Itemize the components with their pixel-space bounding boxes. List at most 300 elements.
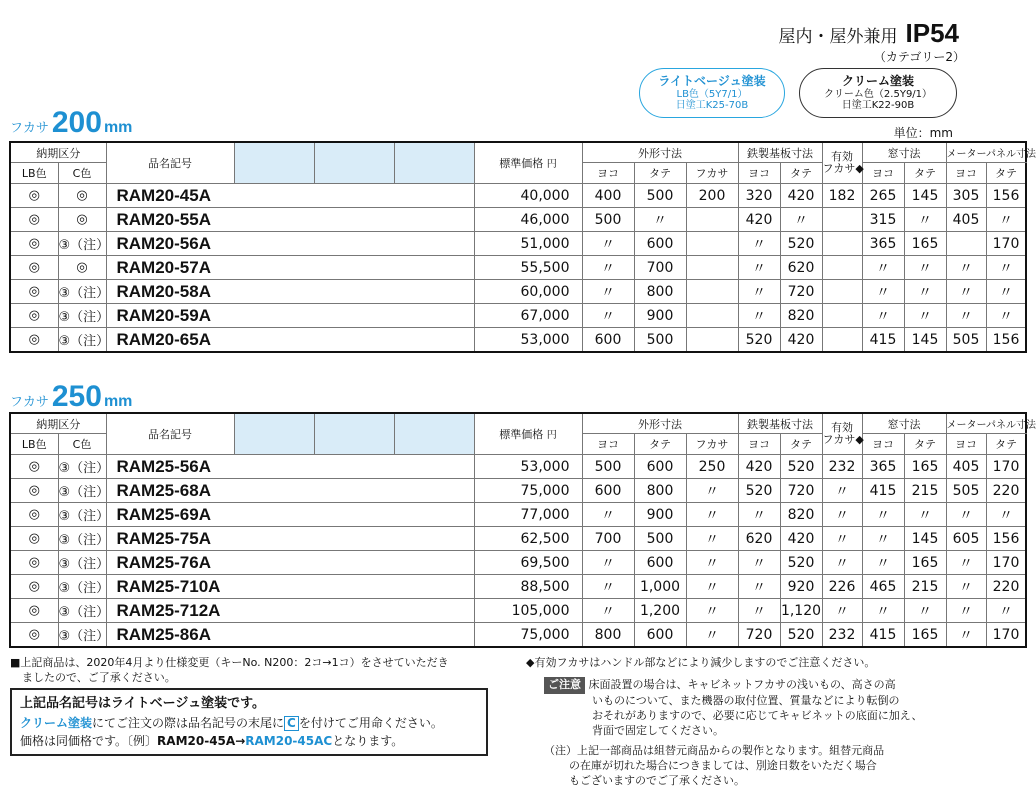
model-code: RAM25-69A — [106, 503, 474, 527]
outer-dim-header: 外形寸法 — [582, 142, 738, 163]
price: 53,000 — [474, 328, 582, 353]
lb-delivery: ◎ — [10, 304, 58, 328]
effective-depth: 226 — [822, 575, 862, 599]
model-code: RAM25-710A — [106, 575, 474, 599]
effective-depth: 〃 — [822, 479, 862, 503]
plate-yoko: 520 — [738, 328, 780, 353]
meter-yoko: 605 — [946, 527, 986, 551]
fukasa-col — [686, 232, 738, 256]
color-order-info-box — [10, 688, 488, 756]
unit-label: 単位：mm — [893, 126, 953, 140]
blank-header — [314, 142, 394, 184]
window-tate: 〃 — [904, 599, 946, 623]
window-tate: 145 — [904, 328, 946, 353]
delivery-header: 納期区分 — [10, 413, 106, 434]
c-color-header: C色 — [58, 163, 106, 184]
window-yoko: 〃 — [862, 551, 904, 575]
plate-yoko: 〃 — [738, 551, 780, 575]
effective-depth: 〃 — [822, 551, 862, 575]
cream-color-badge — [799, 68, 957, 118]
fukasa-col: 250 — [686, 455, 738, 479]
effective-depth — [822, 208, 862, 232]
effective-depth — [822, 328, 862, 353]
fukasa-col: 〃 — [686, 575, 738, 599]
meter-tate: 〃 — [986, 208, 1026, 232]
c-delivery: ③（注） — [58, 455, 106, 479]
plate-yoko: 〃 — [738, 256, 780, 280]
section-depth: 200 — [51, 106, 102, 139]
window-tate: 〃 — [904, 304, 946, 328]
box-line3a: 価格は同価格です。〔例〕 — [20, 733, 158, 748]
caution-label: ご注意 — [544, 677, 585, 694]
custom-order-note — [544, 744, 964, 789]
table-row — [10, 503, 1026, 527]
model-code: RAM20-57A — [106, 256, 474, 280]
window-tate: 165 — [904, 455, 946, 479]
yoko-col: 〃 — [582, 232, 634, 256]
effective-depth: 〃 — [822, 599, 862, 623]
tate-header: タテ — [780, 434, 822, 455]
model-header: 品名記号 — [106, 413, 234, 455]
lb-delivery: ◎ — [10, 232, 58, 256]
cream-badge-title: クリーム塗装 — [841, 74, 914, 88]
c-suffix-mark: C — [284, 716, 299, 731]
plate-tate: 420 — [780, 527, 822, 551]
window-tate: 215 — [904, 575, 946, 599]
price-header — [474, 413, 582, 455]
cream-badge-line1: クリーム色（2.5Y9/1） — [823, 88, 933, 100]
lb-delivery: ◎ — [10, 455, 58, 479]
price: 55,500 — [474, 256, 582, 280]
yoko-header: ヨコ — [582, 163, 634, 184]
meter-yoko: 〃 — [946, 503, 986, 527]
yen-label: 円 — [546, 159, 557, 170]
effective-depth: 〃 — [822, 503, 862, 527]
meter-tate: 170 — [986, 232, 1026, 256]
lb-color-badge — [639, 68, 785, 118]
lb-delivery: ◎ — [10, 527, 58, 551]
plate-tate: 820 — [780, 304, 822, 328]
blank-header — [234, 413, 314, 455]
c-delivery: ③（注） — [58, 232, 106, 256]
tate-header: タテ — [986, 163, 1026, 184]
outer-dim-header: 外形寸法 — [582, 413, 738, 434]
plate-yoko: 420 — [738, 455, 780, 479]
effective-label-2: フカサ◆ — [822, 162, 864, 175]
meter-yoko — [946, 232, 986, 256]
yoko-header: ヨコ — [738, 434, 780, 455]
meter-tate: 156 — [986, 527, 1026, 551]
meter-tate: 220 — [986, 575, 1026, 599]
window-yoko: 〃 — [862, 527, 904, 551]
effective-depth: 182 — [822, 184, 862, 208]
window-dim-header: 窓寸法 — [862, 413, 946, 434]
blank-header — [314, 413, 394, 455]
plate-tate: 820 — [780, 503, 822, 527]
box-title: 上記品名記号はライトベージュ塗装です。 — [20, 696, 266, 711]
window-tate: 〃 — [904, 280, 946, 304]
tate-header: タテ — [986, 434, 1026, 455]
yoko-col: 〃 — [582, 503, 634, 527]
yoko-col: 500 — [582, 208, 634, 232]
fukasa-col — [686, 256, 738, 280]
model-code: RAM20-45A — [106, 184, 474, 208]
price: 67,000 — [474, 304, 582, 328]
spec-table-250 — [9, 412, 1036, 648]
window-yoko: 415 — [862, 479, 904, 503]
spec-change-line2: ましたので、ご了承ください。 — [22, 670, 176, 684]
price: 69,500 — [474, 551, 582, 575]
fukasa-col — [686, 280, 738, 304]
yoko-col: 600 — [582, 328, 634, 353]
tate-col: 900 — [634, 503, 686, 527]
fukasa-header: フカサ — [686, 434, 738, 455]
example-arrow: → — [235, 733, 246, 748]
tate-col: 1,000 — [634, 575, 686, 599]
model-code: RAM25-86A — [106, 623, 474, 648]
caution-line4: 背面で固定してください。 — [592, 723, 724, 737]
box-line2a: にてご注文の際は品名記号の末尾に — [92, 715, 285, 730]
box-line2b: を付けてご用命ください。 — [298, 715, 443, 730]
meter-tate: 220 — [986, 479, 1026, 503]
plate-yoko: 620 — [738, 527, 780, 551]
model-code: RAM25-712A — [106, 599, 474, 623]
meter-yoko: 405 — [946, 455, 986, 479]
model-code: RAM20-56A — [106, 232, 474, 256]
c-color-header: C色 — [58, 434, 106, 455]
lb-delivery: ◎ — [10, 280, 58, 304]
c-delivery: ③（注） — [58, 304, 106, 328]
lb-delivery: ◎ — [10, 479, 58, 503]
tate-header: タテ — [634, 163, 686, 184]
lb-delivery: ◎ — [10, 256, 58, 280]
plate-tate: 920 — [780, 575, 822, 599]
tate-col: 600 — [634, 623, 686, 648]
model-code: RAM25-76A — [106, 551, 474, 575]
section-title-200 — [10, 106, 132, 140]
yoko-col: 600 — [582, 479, 634, 503]
tate-header: タテ — [634, 434, 686, 455]
effective-depth-note: ◆有効フカサはハンドル部などにより減少しますのでご注意ください。 — [526, 656, 876, 669]
category-label: （カテゴリー2） — [873, 50, 965, 64]
table-row — [10, 455, 1026, 479]
meter-yoko: 405 — [946, 208, 986, 232]
tate-col: 500 — [634, 328, 686, 353]
model-code: RAM25-56A — [106, 455, 474, 479]
tate-col: 600 — [634, 455, 686, 479]
yoko-header: ヨコ — [946, 163, 986, 184]
lb-delivery: ◎ — [10, 599, 58, 623]
c-delivery: ③（注） — [58, 575, 106, 599]
c-delivery: ◎ — [58, 256, 106, 280]
plate-tate: 520 — [780, 232, 822, 256]
fukasa-col — [686, 208, 738, 232]
tate-col: 600 — [634, 232, 686, 256]
meter-yoko: 〃 — [946, 575, 986, 599]
lb-delivery: ◎ — [10, 208, 58, 232]
table-row — [10, 280, 1026, 304]
meter-tate: 〃 — [986, 503, 1026, 527]
window-yoko: 〃 — [862, 599, 904, 623]
yoko-col: 〃 — [582, 599, 634, 623]
meter-tate: 156 — [986, 328, 1026, 353]
caution-line3: おそれがありますので、必要に応じてキャビネットの底面に加え、 — [592, 708, 923, 722]
lb-color-header: LB色 — [10, 434, 58, 455]
lb-color-header: LB色 — [10, 163, 58, 184]
tate-col: 500 — [634, 184, 686, 208]
c-delivery: ③（注） — [58, 623, 106, 648]
model-code: RAM20-58A — [106, 280, 474, 304]
plate-yoko: 420 — [738, 208, 780, 232]
lb-delivery: ◎ — [10, 184, 58, 208]
price: 75,000 — [474, 623, 582, 648]
table-row — [10, 304, 1026, 328]
section-title-250 — [10, 380, 132, 414]
window-tate: 215 — [904, 479, 946, 503]
price: 60,000 — [474, 280, 582, 304]
table-row — [10, 575, 1026, 599]
blank-header — [394, 142, 474, 184]
box-cream-text: クリーム塗装 — [20, 715, 93, 730]
plate-tate: 520 — [780, 551, 822, 575]
plate-tate: 720 — [780, 479, 822, 503]
fukasa-col: 〃 — [686, 551, 738, 575]
example-model: RAM20-45A — [157, 733, 236, 748]
lb-badge-title: ライトベージュ塗装 — [658, 74, 766, 88]
model-code: RAM25-68A — [106, 479, 474, 503]
price-label: 標準価格 — [499, 428, 544, 441]
plate-tate: 520 — [780, 455, 822, 479]
header-row — [10, 142, 1026, 163]
tate-col: 700 — [634, 256, 686, 280]
plate-dim-header: 鉄製基板寸法 — [738, 142, 822, 163]
lb-delivery: ◎ — [10, 575, 58, 599]
model-code: RAM20-59A — [106, 304, 474, 328]
lb-badge-line1: LB色（5Y7/1） — [676, 88, 748, 100]
example-model-c: RAM20-45AC — [245, 733, 333, 748]
price: 51,000 — [474, 232, 582, 256]
meter-tate: 〃 — [986, 280, 1026, 304]
custom-line1: （注）上記一部商品は組替元商品からの製作となります。組替元商品 — [544, 744, 885, 757]
caution-note — [544, 677, 964, 738]
section-prefix: フカサ — [10, 395, 49, 410]
yoko-header: ヨコ — [862, 163, 904, 184]
tate-header: タテ — [904, 434, 946, 455]
blank-header — [394, 413, 474, 455]
effective-label-1: 有効 — [831, 149, 853, 163]
fukasa-col: 〃 — [686, 479, 738, 503]
header-row — [10, 413, 1026, 434]
spec-change-note — [10, 656, 515, 686]
meter-tate: 170 — [986, 455, 1026, 479]
tate-col: 900 — [634, 304, 686, 328]
yoko-col: 〃 — [582, 575, 634, 599]
c-delivery: ③（注） — [58, 599, 106, 623]
yen-label: 円 — [546, 430, 557, 441]
meter-yoko: 〃 — [946, 623, 986, 648]
window-yoko: 315 — [862, 208, 904, 232]
plate-yoko: 〃 — [738, 575, 780, 599]
window-yoko: 415 — [862, 328, 904, 353]
table-row — [10, 256, 1026, 280]
price: 77,000 — [474, 503, 582, 527]
meter-yoko: 〃 — [946, 551, 986, 575]
effective-depth-header — [822, 413, 862, 455]
spec-table-200 — [9, 141, 1036, 353]
effective-depth: 232 — [822, 623, 862, 648]
ip-rating: IP54 — [905, 18, 959, 48]
window-tate: 〃 — [904, 256, 946, 280]
plate-tate: 720 — [780, 280, 822, 304]
model-code: RAM20-65A — [106, 328, 474, 353]
window-yoko: 365 — [862, 455, 904, 479]
plate-dim-header: 鉄製基板寸法 — [738, 413, 822, 434]
c-delivery: ③（注） — [58, 527, 106, 551]
plate-tate: 420 — [780, 328, 822, 353]
title-text: 屋内・屋外兼用 — [778, 27, 898, 47]
window-yoko: 〃 — [862, 280, 904, 304]
window-yoko: 265 — [862, 184, 904, 208]
section-unit: mm — [103, 393, 133, 410]
c-delivery: ◎ — [58, 208, 106, 232]
tate-col: 〃 — [634, 208, 686, 232]
price: 53,000 — [474, 455, 582, 479]
lb-delivery: ◎ — [10, 551, 58, 575]
fukasa-col — [686, 328, 738, 353]
yoko-col: 500 — [582, 455, 634, 479]
effective-depth — [822, 256, 862, 280]
plate-tate: 1,120 — [780, 599, 822, 623]
window-tate: 〃 — [904, 208, 946, 232]
c-delivery: ③（注） — [58, 328, 106, 353]
yoko-header: ヨコ — [738, 163, 780, 184]
window-yoko: 465 — [862, 575, 904, 599]
meter-tate: 〃 — [986, 599, 1026, 623]
window-yoko: 365 — [862, 232, 904, 256]
window-tate: 145 — [904, 527, 946, 551]
yoko-header: ヨコ — [946, 434, 986, 455]
table-row — [10, 184, 1026, 208]
caution-text1: 床面設置の場合は、キャビネットフカサの浅いもの、高さの高 — [588, 678, 896, 691]
plate-tate: 620 — [780, 256, 822, 280]
window-tate: 145 — [904, 184, 946, 208]
plate-yoko: 320 — [738, 184, 780, 208]
yoko-col: 800 — [582, 623, 634, 648]
plate-tate: 520 — [780, 623, 822, 648]
table-row — [10, 328, 1026, 353]
price: 105,000 — [474, 599, 582, 623]
delivery-header: 納期区分 — [10, 142, 106, 163]
box-line3 — [20, 732, 478, 750]
meter-tate: 170 — [986, 623, 1026, 648]
window-tate: 165 — [904, 551, 946, 575]
table-row — [10, 479, 1026, 503]
fukasa-col — [686, 304, 738, 328]
price-label: 標準価格 — [499, 157, 544, 170]
effective-depth-header — [822, 142, 862, 184]
section-prefix: フカサ — [10, 121, 49, 136]
plate-tate: 〃 — [780, 208, 822, 232]
plate-yoko: 〃 — [738, 304, 780, 328]
tate-header: タテ — [904, 163, 946, 184]
table-row — [10, 208, 1026, 232]
meter-tate: 170 — [986, 551, 1026, 575]
box-line2 — [20, 714, 478, 732]
price-header — [474, 142, 582, 184]
section-unit: mm — [103, 119, 133, 136]
effective-depth: 〃 — [822, 527, 862, 551]
yoko-header: ヨコ — [582, 434, 634, 455]
tate-col: 800 — [634, 280, 686, 304]
meter-yoko: 505 — [946, 479, 986, 503]
c-delivery: ③（注） — [58, 503, 106, 527]
plate-yoko: 520 — [738, 479, 780, 503]
model-code: RAM25-75A — [106, 527, 474, 551]
plate-yoko: 〃 — [738, 599, 780, 623]
box-line3b: となります。 — [332, 733, 404, 748]
model-code: RAM20-55A — [106, 208, 474, 232]
plate-yoko: 〃 — [738, 280, 780, 304]
c-delivery: ③（注） — [58, 280, 106, 304]
tate-col: 1,200 — [634, 599, 686, 623]
window-yoko: 415 — [862, 623, 904, 648]
yoko-col: 700 — [582, 527, 634, 551]
meter-panel-header: メーターパネル寸法 — [946, 142, 1026, 163]
caution-line1 — [544, 677, 964, 694]
yoko-header: ヨコ — [862, 434, 904, 455]
custom-line3: もございますのでご了承ください。 — [569, 773, 745, 787]
meter-tate: 156 — [986, 184, 1026, 208]
meter-panel-header: メーターパネル寸法 — [946, 413, 1026, 434]
blank-header — [234, 142, 314, 184]
window-yoko: 〃 — [862, 256, 904, 280]
fukasa-col: 200 — [686, 184, 738, 208]
lb-delivery: ◎ — [10, 328, 58, 353]
yoko-col: 〃 — [582, 304, 634, 328]
yoko-col: 400 — [582, 184, 634, 208]
price: 62,500 — [474, 527, 582, 551]
lb-badge-line2: 日塗工K25-70B — [675, 100, 749, 112]
price: 75,000 — [474, 479, 582, 503]
window-tate: 165 — [904, 232, 946, 256]
meter-yoko: 〃 — [946, 280, 986, 304]
c-delivery: ◎ — [58, 184, 106, 208]
plate-yoko: 720 — [738, 623, 780, 648]
meter-yoko: 〃 — [946, 256, 986, 280]
meter-yoko: 〃 — [946, 304, 986, 328]
table-row — [10, 232, 1026, 256]
cream-badge-line2: 日塗工K22-90B — [841, 100, 915, 112]
category-title — [779, 18, 960, 49]
fukasa-col: 〃 — [686, 503, 738, 527]
c-delivery: ③（注） — [58, 551, 106, 575]
fukasa-header: フカサ — [686, 163, 738, 184]
window-tate: 165 — [904, 623, 946, 648]
yoko-col: 〃 — [582, 256, 634, 280]
table-row — [10, 527, 1026, 551]
effective-label-2: フカサ◆ — [822, 433, 864, 446]
price: 46,000 — [474, 208, 582, 232]
meter-yoko: 〃 — [946, 599, 986, 623]
effective-depth — [822, 304, 862, 328]
fukasa-col: 〃 — [686, 527, 738, 551]
meter-tate: 〃 — [986, 304, 1026, 328]
meter-yoko: 305 — [946, 184, 986, 208]
effective-label-1: 有効 — [831, 420, 853, 434]
tate-header: タテ — [780, 163, 822, 184]
custom-line2: の在庫が切れた場合につきましては、別途日数をいただく場合 — [569, 758, 877, 772]
fukasa-col: 〃 — [686, 623, 738, 648]
